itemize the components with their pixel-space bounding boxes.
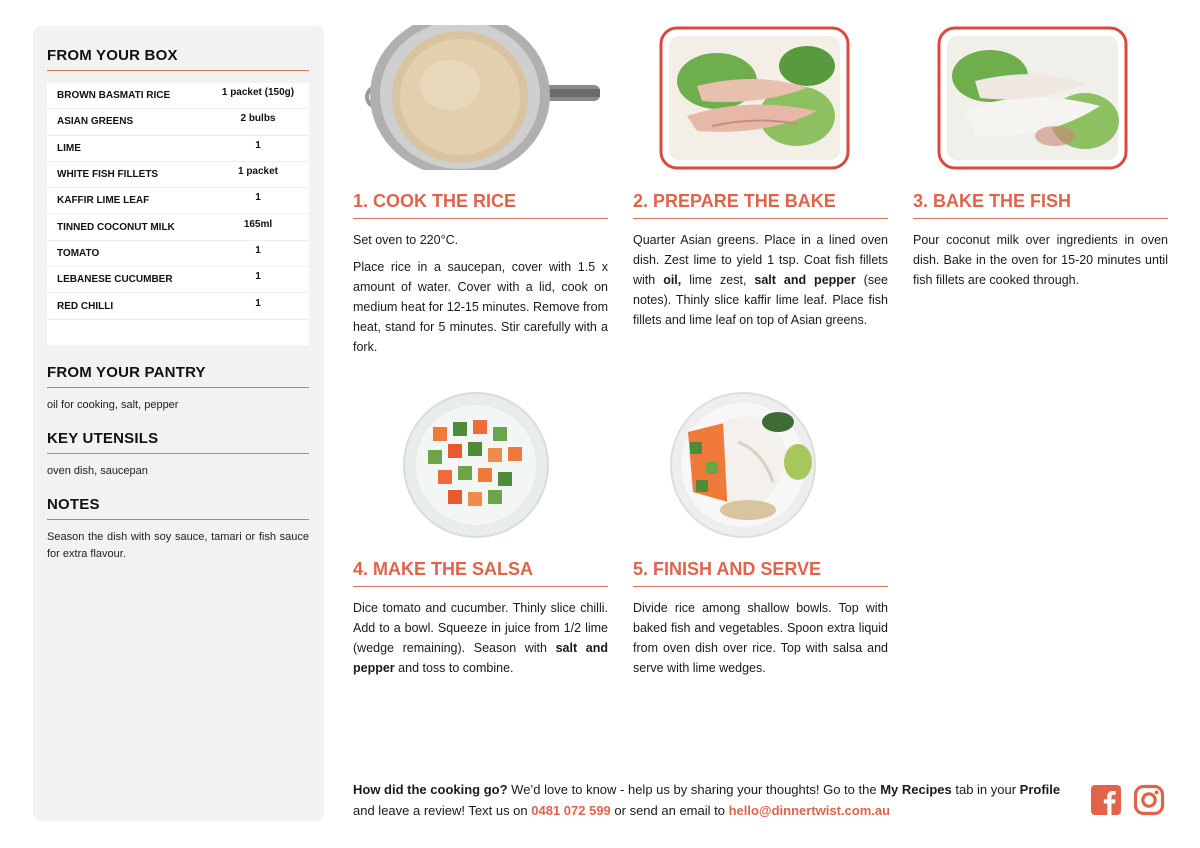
step-3-bake-fish: [913, 191, 1168, 297]
notes-text: Season the dish with soy sauce, tamari or fish sauce for extra flavour.: [47, 531, 309, 560]
footer-question: How did the cooking go?: [353, 782, 508, 797]
from-your-box-title: FROM YOUR BOX: [47, 47, 309, 71]
ingredient-qty: 1 packet: [237, 166, 279, 178]
ingredient-row: [47, 188, 309, 214]
ingredient-name: WHITE FISH FILLETS: [57, 169, 159, 181]
feedback-footer: [353, 779, 1078, 821]
phone-link[interactable]: 0481 072 599: [531, 803, 611, 818]
step-title: 3. BAKE THE FISH: [913, 191, 1168, 219]
ingredient-name: KAFFIR LIME LEAF: [57, 195, 150, 207]
profile-link[interactable]: Profile: [1019, 782, 1061, 797]
text-run: Dice tomato and cucumber. Thinly slice chilli. Add to a bowl. Squeeze in juice from 1/2 lime (wedge remaining). Season with: [353, 601, 608, 655]
ingredient-qty: 1: [255, 192, 261, 204]
step-4-make-salsa: [353, 559, 608, 685]
ingredient-name: LIME: [57, 142, 81, 154]
utensils-title: KEY UTENSILS: [47, 430, 309, 454]
ingredient-row: [47, 136, 309, 162]
pantry-text: oil for cooking, salt, pepper: [47, 399, 179, 411]
step-5-finish-serve: [633, 559, 888, 685]
instagram-icon[interactable]: [1133, 784, 1165, 816]
step-text: [353, 598, 608, 678]
ingredient-row: [47, 214, 309, 240]
ingredient-name: BROWN BASMATI RICE: [57, 90, 171, 102]
step-title: 1. COOK THE RICE: [353, 191, 608, 219]
text-run: We’d love to know - help us by sharing your thoughts! Go to the: [507, 782, 881, 797]
step-1-cook-rice: [353, 191, 608, 364]
ingredient-row: [47, 241, 309, 267]
step-text: [913, 230, 1168, 290]
salsa-bowl-photo: [403, 392, 550, 539]
ingredient-name: LEBANESE CUCUMBER: [57, 274, 173, 286]
step-text: [353, 230, 608, 357]
step-text: [633, 598, 888, 678]
step-paragraph: [633, 230, 888, 330]
sidebar: [33, 26, 324, 821]
notes-title: NOTES: [47, 496, 309, 520]
step-2-prepare-bake: [633, 191, 888, 337]
step-paragraph: Divide rice among shallow bowls. Top with baked fish and vegetables. Spoon extra liquid from oven dish over rice. Top with salsa and serve with lime wedges.: [633, 601, 888, 675]
ingredient-row: [47, 267, 309, 293]
rice-strainer-photo: [355, 25, 605, 170]
ingredient-row: [47, 83, 309, 109]
text-run: tab in your: [951, 782, 1020, 797]
ingredient-row: [47, 109, 309, 135]
ingredient-qty: 1: [255, 271, 261, 283]
text-run: or send an email to: [610, 803, 729, 818]
utensils-section: [47, 430, 309, 480]
utensils-text: oven dish, saucepan: [47, 465, 148, 477]
ingredient-name: TOMATO: [57, 247, 100, 259]
notes-section: [47, 496, 309, 563]
step-paragraph: Place rice in a saucepan, cover with 1.5 x amount of water. Cover with a lid, cook on medium heat for 12-15 minutes. Remove from heat, stand for 5 minutes. Stir carefully with a fork.: [353, 260, 608, 354]
text-run: and toss to combine.: [394, 661, 514, 675]
step-paragraph: [353, 598, 608, 678]
ingredient-qty: 165ml: [243, 218, 273, 230]
pantry-section: [47, 364, 309, 414]
ingredient-qty: 1: [255, 297, 261, 309]
facebook-icon[interactable]: [1090, 784, 1122, 816]
text-run: and leave a review! Text us on: [353, 803, 532, 818]
text-run: (see notes). Thinly slice kaffir lime leaf. Place fish fillets and lime leaf on top of Asian greens.: [633, 273, 888, 327]
finished-dish-photo: [668, 392, 828, 539]
bold-run: salt and pepper: [353, 641, 608, 675]
my-recipes-link[interactable]: My Recipes: [880, 782, 952, 797]
text-run: Quarter Asian greens. Place in a lined oven dish. Zest lime to yield 1 tsp. Coat fish fillets with: [633, 233, 888, 287]
ingredient-name: ASIAN GREENS: [57, 116, 134, 128]
bold-run: oil,: [663, 273, 682, 287]
step-text: [633, 230, 888, 330]
ingredient-qty: 1: [255, 244, 261, 256]
ingredient-name: RED CHILLI: [57, 300, 114, 312]
step-title: 5. FINISH AND SERVE: [633, 559, 888, 587]
ingredient-row: [47, 162, 309, 188]
fish-coconut-tray-photo: [935, 26, 1130, 170]
email-link[interactable]: hello@dinnertwist.com.au: [728, 803, 891, 818]
ingredient-name: TINNED COCONUT MILK: [57, 221, 175, 233]
pantry-title: FROM YOUR PANTRY: [47, 364, 309, 388]
text-run: lime zest,: [681, 273, 755, 287]
bold-run: salt and pepper: [754, 273, 856, 287]
from-your-box-section: [47, 47, 309, 345]
step-paragraph: Pour coconut milk over ingredients in oven dish. Bake in the oven for 15-20 minutes until fish fillets are cooked through.: [913, 233, 1168, 287]
ingredient-qty: 2 bulbs: [240, 113, 276, 125]
step-paragraph: Set oven to 220°C.: [353, 233, 459, 247]
step-title: 4. MAKE THE SALSA: [353, 559, 608, 587]
ingredient-row: [47, 293, 309, 319]
ingredients-table: [47, 83, 309, 345]
fish-bake-tray-photo: [657, 26, 852, 170]
ingredient-qty: 1: [255, 139, 261, 151]
step-title: 2. PREPARE THE BAKE: [633, 191, 888, 219]
ingredient-qty: 1 packet (150g): [221, 87, 295, 99]
